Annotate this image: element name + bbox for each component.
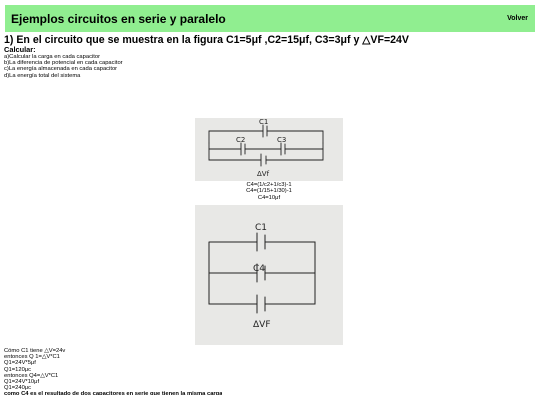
solution-section [4, 348, 222, 395]
voltage-source [261, 154, 266, 166]
question-item: d)La energía total del sistema [4, 72, 81, 79]
circuit-drawing-1 [195, 118, 343, 181]
solution-line: entonces Q 1=△V*C1 [4, 354, 60, 361]
label-c3: C3 [277, 136, 287, 144]
label-c1: C1 [259, 118, 269, 126]
solution-line: Q1=240μc [4, 385, 32, 392]
solution-line: Q1=24V*5μf [4, 360, 36, 367]
solution-line: Q1=24V*10μf [4, 379, 40, 386]
formula-line: C4=10μf [257, 194, 281, 201]
circuit-diagram-2 [195, 205, 343, 345]
problem-title: 1) En el circuito que se muestra en la figura C1=5μf ,C2=15μf, C3=3μf y △VF=24V [4, 34, 409, 46]
formula-line: C4=(1/c2+1/c3)-1 [246, 182, 292, 188]
capacitor-c3 [281, 143, 285, 155]
label-c1: C1 [255, 223, 268, 233]
page-title: Ejemplos circuitos en serie y paralelo [11, 11, 226, 26]
back-link[interactable]: Volver [507, 15, 528, 22]
solution-line: entonces Q4=△V*C1 [4, 372, 59, 379]
solution-line: Q1=120μc [4, 366, 32, 373]
capacitor-c2 [241, 143, 245, 155]
label-vf: ΔVF [253, 320, 271, 330]
voltage-source [257, 295, 265, 313]
question-item: b)La diferencia de potencial en cada capacitor [4, 60, 123, 67]
formula-line: C4=(1/15+1/30)-1 [246, 188, 292, 195]
problem-section [4, 34, 536, 79]
label-c2: C2 [236, 136, 246, 144]
page-header [5, 5, 535, 32]
wire-middle [209, 143, 323, 149]
label-c4: C4 [253, 264, 266, 274]
formula-block [195, 182, 343, 201]
solution-line: como C4 es el resultado de dos capacitores en serie que tienen la misma carga [4, 391, 223, 396]
capacitor-c1 [257, 233, 265, 251]
capacitor-c1 [263, 125, 267, 137]
circuit-diagram-1 [195, 118, 343, 181]
label-vf: ΔVf [257, 170, 270, 178]
solution-line: Cómo C1 tiene △V=24v [4, 348, 66, 354]
wire-top [209, 131, 323, 143]
question-item: c)La energía almacenada en cada capacitor [4, 66, 118, 73]
calc-label: Calcular: [4, 45, 36, 54]
question-item: a)Calcular la carga en cada capacitor [4, 54, 101, 60]
circuit-drawing-2 [195, 205, 343, 345]
